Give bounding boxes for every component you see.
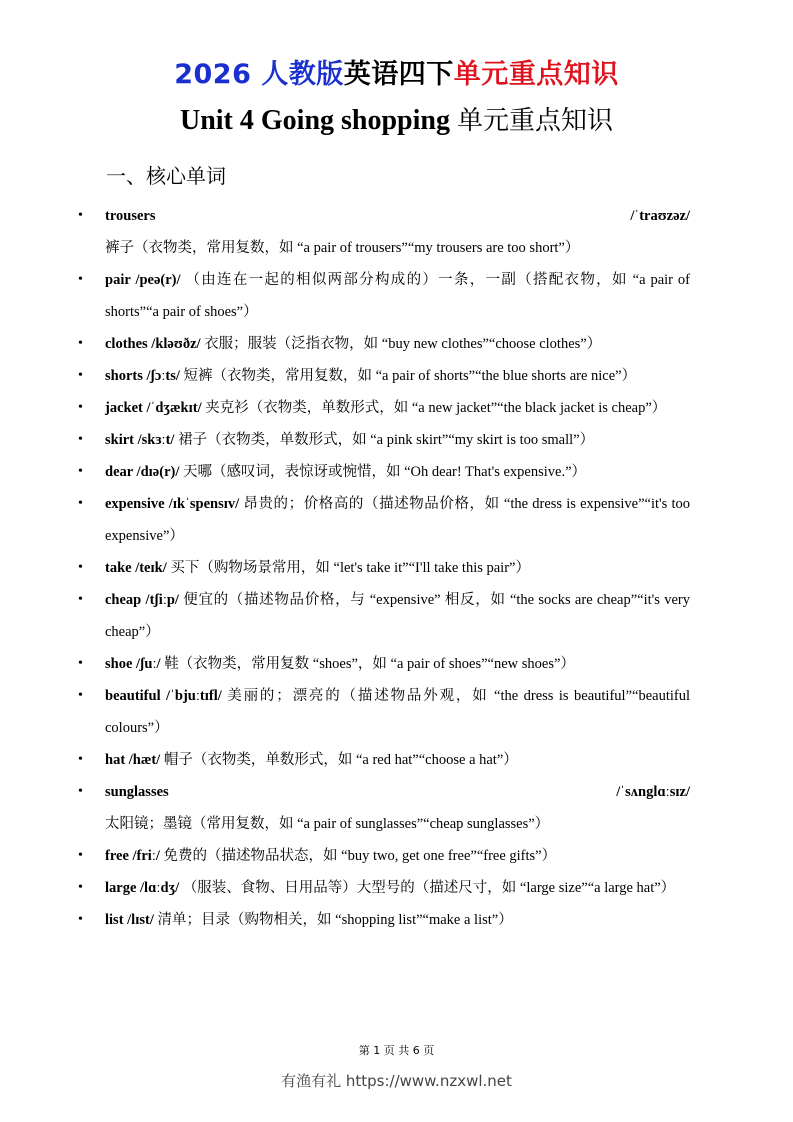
- vocab-headword: large /lɑːdʒ/: [105, 880, 180, 896]
- page-number: 第 1 页 共 6 页: [358, 1044, 435, 1057]
- banner-title: [0, 52, 793, 91]
- vocab-item: [78, 584, 690, 648]
- vocab-definition: 鞋（衣物类，常用复数 “shoes”，如 “a pair of shoes”“new shoes”）: [160, 656, 575, 672]
- vocab-headword: pair /peə(r)/: [105, 272, 181, 288]
- banner-part-black: 英语四下: [343, 59, 454, 90]
- bullet-icon: •: [78, 848, 83, 863]
- banner-part-blue: 2026 人教版: [174, 59, 344, 90]
- bullet-icon: •: [78, 208, 83, 223]
- banner-part-red: 单元重点知识: [453, 59, 619, 90]
- vocab-item: [78, 328, 690, 360]
- watermark: 有渔有礼 https://www.nzxwl.net: [281, 1072, 512, 1090]
- unit-title-en: Unit 4 Going shopping: [179, 105, 457, 136]
- vocab-item: [78, 680, 690, 744]
- bullet-icon: •: [78, 272, 83, 287]
- vocab-item: [78, 648, 690, 680]
- bullet-icon: •: [78, 752, 83, 767]
- vocab-item: [78, 200, 690, 264]
- vocab-headword: take /teɪk/: [105, 560, 167, 576]
- vocab-headword: shoe /ʃuː/: [105, 656, 161, 672]
- vocab-definition: 太阳镜；墨镜（常用复数，如 “a pair of sunglasses”“cheap sunglasses”）: [105, 816, 550, 832]
- vocab-headword: trousers /ˈtraʊzəz/: [105, 208, 690, 224]
- vocab-definition: 短裤（衣物类，常用复数，如 “a pair of shorts”“the blue shorts are nice”）: [179, 368, 637, 384]
- vocab-definition: 昂贵的；价格高的（描述物品价格，如 “the dress is expensive”“it's too expensive”）: [105, 496, 691, 544]
- vocab-definition: 便宜的（描述物品价格，与 “expensive” 相反，如 “the socks are cheap”“it's very cheap”）: [105, 592, 690, 640]
- vocab-item: [78, 840, 690, 872]
- vocab-definition: 免费的（描述物品状态，如 “buy two, get one free”“free gifts”）: [159, 848, 557, 864]
- vocab-headword: free /friː/: [105, 848, 160, 864]
- unit-title-cn: 单元重点知识: [456, 106, 613, 136]
- vocab-headword: beautiful /ˈbjuːtɪfl/: [105, 688, 222, 704]
- bullet-icon: •: [78, 496, 83, 511]
- vocab-item: [78, 552, 690, 584]
- section-heading: 一、核心单词: [106, 164, 226, 188]
- vocab-headword: hat /hæt/: [105, 752, 161, 768]
- vocab-definition: 衣服；服装（泛指衣物，如 “buy new clothes”“choose clothes”）: [200, 336, 602, 352]
- bullet-icon: •: [78, 880, 83, 895]
- bullet-icon: •: [78, 368, 83, 383]
- vocab-definition: 裤子（衣物类，常用复数，如 “a pair of trousers”“my trousers are too short”）: [105, 240, 580, 256]
- vocab-item: [78, 392, 690, 424]
- vocab-definition: 天哪（感叹词，表惊讶或惋惜，如 “Oh dear! That's expensive.”）: [179, 464, 587, 480]
- vocab-definition: 裙子（衣物类，单数形式，如 “a pink skirt”“my skirt is too small”）: [174, 432, 595, 448]
- vocab-item: [78, 872, 690, 904]
- vocab-headword: sunglasses /ˈsʌnglɑːsɪz/: [105, 784, 690, 800]
- bullet-icon: •: [78, 784, 83, 799]
- vocab-definition: 清单；目录（购物相关，如 “shopping list”“make a list”）: [153, 912, 513, 928]
- vocab-headword: shorts /ʃɔːts/: [105, 368, 180, 384]
- bullet-icon: •: [78, 560, 83, 575]
- vocab-definition: 美丽的；漂亮的（描述物品外观，如 “the dress is beautiful”“beautiful colours”）: [105, 688, 690, 736]
- vocab-headword: clothes /kləʊðz/: [105, 336, 201, 352]
- vocab-headword: skirt /skɜːt/: [105, 432, 175, 448]
- vocab-item: [78, 744, 690, 776]
- bullet-icon: •: [78, 336, 83, 351]
- vocab-definition: 夹克衫（衣物类，单数形式，如 “a new jacket”“the black jacket is cheap”）: [201, 400, 667, 416]
- bullet-icon: •: [78, 400, 83, 415]
- bullet-icon: •: [78, 464, 83, 479]
- bullet-icon: •: [78, 656, 83, 671]
- vocab-headword: list /lɪst/: [105, 912, 154, 928]
- bullet-icon: •: [78, 592, 83, 607]
- vocab-headword: dear /dɪə(r)/: [105, 464, 180, 480]
- vocab-item: [78, 424, 690, 456]
- vocab-item: [78, 456, 690, 488]
- bullet-icon: •: [78, 688, 83, 703]
- vocab-definition: （由连在一起的相似两部分构成的）一条，一副（搭配衣物，如 “a pair of shorts”“a pair of shoes”）: [105, 272, 690, 320]
- vocab-item: [78, 360, 690, 392]
- vocab-item: [78, 488, 690, 552]
- bullet-icon: •: [78, 912, 83, 927]
- vocab-definition: 买下（购物场景常用，如 “let's take it”“I'll take this pair”）: [166, 560, 530, 576]
- vocab-headword: jacket /ˈdʒækɪt/: [105, 400, 202, 416]
- vocab-definition: 帽子（衣物类，单数形式，如 “a red hat”“choose a hat”）: [160, 752, 518, 768]
- vocab-headword: expensive /ɪkˈspensɪv/: [105, 496, 240, 512]
- vocab-list: [78, 200, 690, 936]
- vocab-definition: （服装、食物、日用品等）大型号的（描述尺寸，如 “large size”“a large hat”）: [179, 880, 676, 896]
- vocab-headword: cheap /tʃiːp/: [105, 592, 179, 608]
- vocab-item: [78, 904, 690, 936]
- bullet-icon: •: [78, 432, 83, 447]
- vocab-item: [78, 776, 690, 840]
- vocab-item: [78, 264, 690, 328]
- unit-title: [0, 100, 793, 137]
